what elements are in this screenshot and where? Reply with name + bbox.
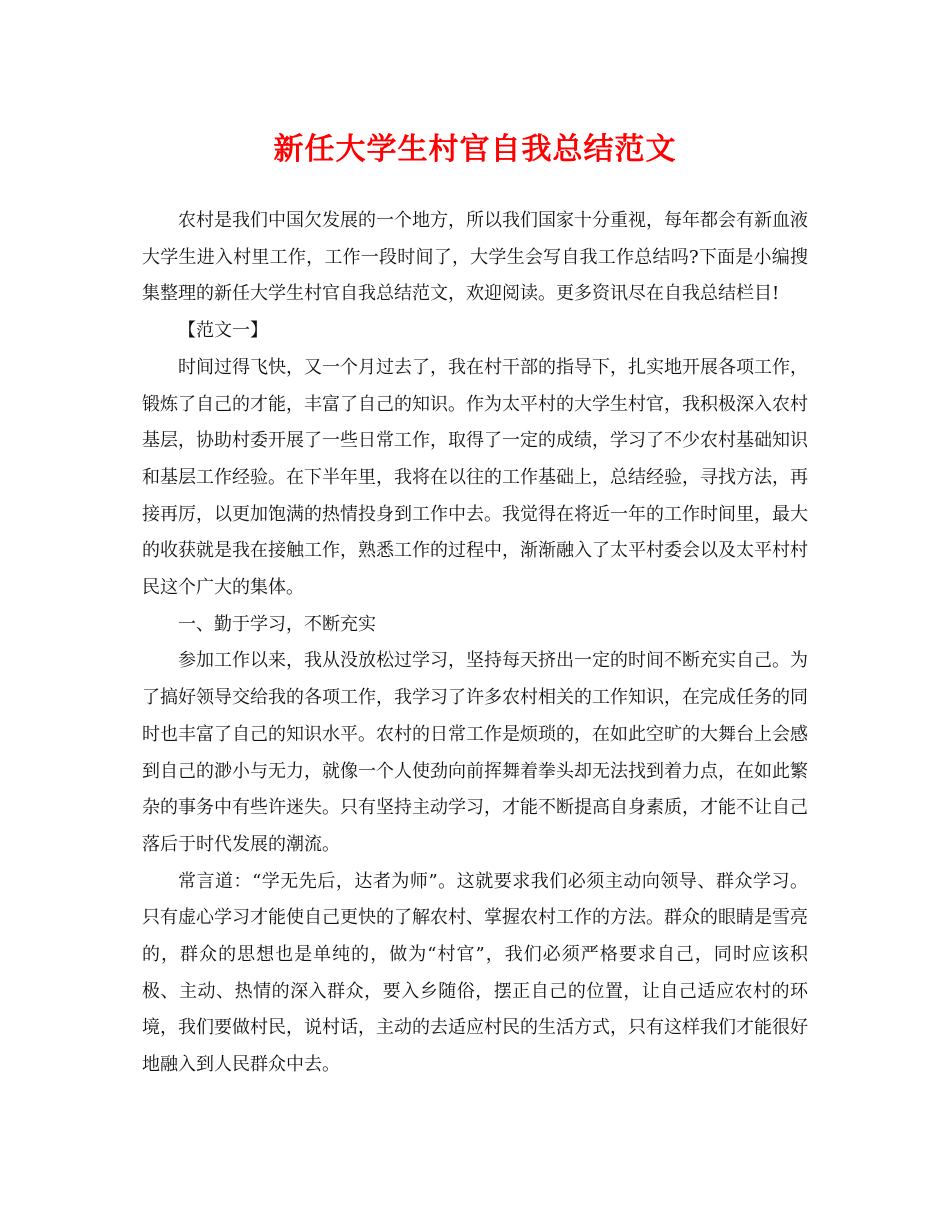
sample-one-paragraph: 时间过得飞快，又一个月过去了，我在村干部的指导下，扎实地开展各项工作，锻炼了自己的才能，丰富了自己的知识。作为太平村的大学生村官，我积极深入农村基层，协助村委开展了一些日常工作，取得了一定的成绩，学习了不少农村基础知识和基层工作经验。在下半年里，我将在以往的工作基础上，总结经验，寻找方法，再接再厉，以更加饱满的热情投身到工作中去。我觉得在将近一年的工作时间里，最大的收获就是我在接触工作，熟悉工作的过程中，渐渐融入了太平村委会以及太平村村民这个广大的集体。 <box>142 356 808 599</box>
saying-paragraph: 常言道：“学无先后，达者为师”。这就要求我们必须主动向领导、群众学习。只有虚心学习才能使自己更快的了解农村、掌握农村工作的方法。群众的眼睛是雪亮的，群众的思想也是单纯的，做为“村官”，我们必须严格要求自己，同时应该积极、主动、热情的深入群众，要入乡随俗，摆正自己的位置，让自己适应农村的环境，我们要做村民，说村话，主动的去适应村民的生活方式，只有这样我们才能很好地融入到人民群众中去。 <box>142 870 808 1076</box>
document-title: 新任大学生村官自我总结范文 <box>273 132 677 167</box>
subheading-study: 一、勤于学习，不断充实 <box>178 613 376 635</box>
section-heading-sample-one: 【范文一】 <box>178 320 268 342</box>
study-paragraph: 参加工作以来，我从没放松过学习，坚持每天挤出一定的时间不断充实自己。为了搞好领导交给我的各项工作，我学习了许多农村相关的工作知识，在完成任务的同时也丰富了自己的知识水平。农村的日常工作是烦琐的，在如此空旷的大舞台上会感到自己的渺小与无力，就像一个人使劲向前挥舞着拳头却无法找到着力点，在如此繁杂的事务中有些许迷失。只有坚持主动学习，才能不断提高自身素质，才能不让自己落后于时代发展的潮流。 <box>142 650 808 855</box>
document-body <box>142 203 808 1084</box>
intro-paragraph: 农村是我们中国欠发展的一个地方，所以我们国家十分重视，每年都会有新血液大学生进入村里工作，工作一段时间了，大学生会写自我工作总结吗?下面是小编搜集整理的新任大学生村官自我总结范文，欢迎阅读。更多资讯尽在自我总结栏目! <box>142 210 808 305</box>
